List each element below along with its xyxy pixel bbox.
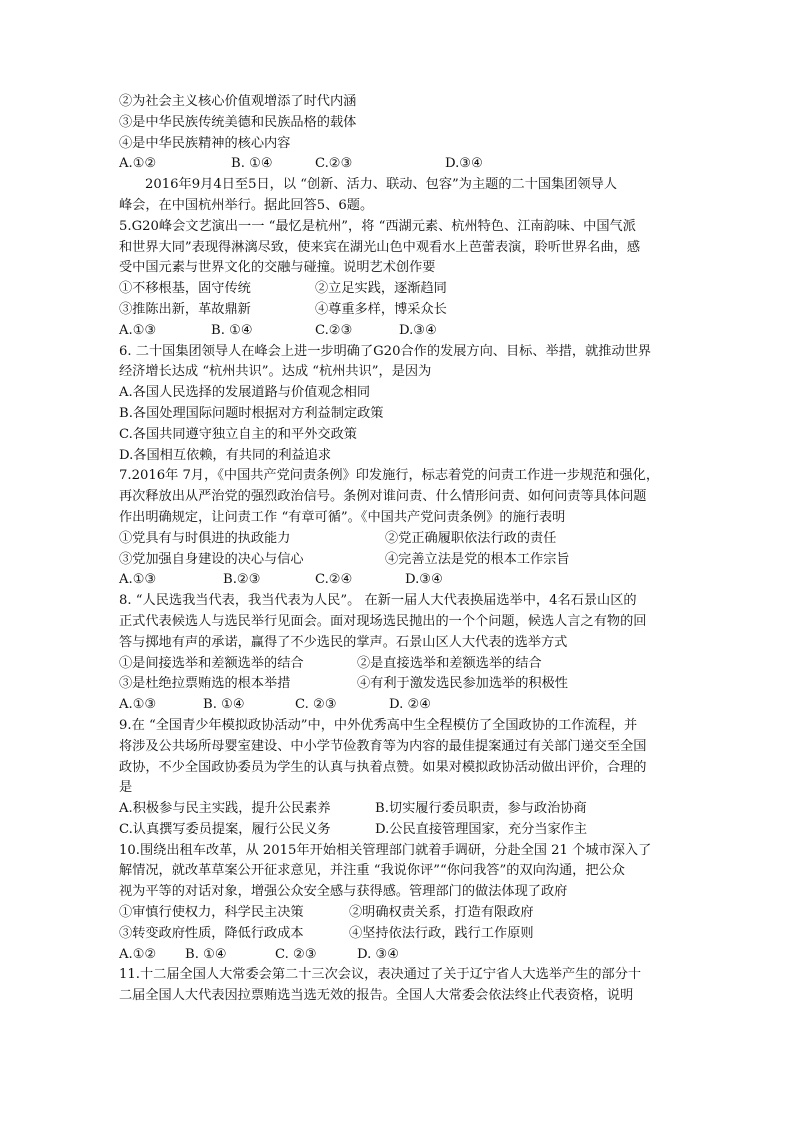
choice-b: B.各国处理国际问题时根据对方利益制定政策	[119, 405, 384, 421]
option-row: ①不移根基，固守传统 ②立足实践，逐渐趋同	[119, 281, 447, 297]
question-9-stem: 将涉及公共场所母婴室建设、中小学节俭教育等为内容的最佳提案通过有关部门递交至全国	[119, 738, 647, 754]
question-9-stem: 政协，不少全国政协委员为学生的认真与执着点赞。如果对模拟政协活动做出评价，合理的	[119, 759, 647, 775]
option-row: ③推陈出新，革故鼎新 ④尊重多样，博采众长	[119, 301, 447, 317]
question-5-stem: 受中国元素与世界文化的交融与碰撞。说明艺术创作要	[119, 260, 436, 276]
question-11-stem: 二届全国人大代表因拉票贿选当选无效的报告。全国人大常委会依法终止代表资格，说明	[119, 988, 634, 1004]
question-5-stem: 5.G20峰会文艺演出一一 “最忆是杭州”，将 “西湖元素、杭州特色、江南韵味、中国气派	[119, 218, 636, 234]
answer-row: A.①③ B. ①④ C.②③ D.③④	[119, 322, 437, 338]
passage-intro: 峰会，在中国杭州举行。据此回答5、6题。	[119, 197, 374, 213]
question-11-stem: 11.十二届全国人大常委会第二十三次会议，表决通过了关于辽宁省人大选举产生的部分十	[119, 967, 642, 983]
option-row: ①审慎行使权力，科学民主决策 ②明确权责关系，打造有限政府	[119, 905, 534, 921]
text-line: ③是中华民族传统美德和民族品格的载体	[119, 114, 357, 130]
text-line: ②为社会主义核心价值观增添了时代内涵	[119, 94, 357, 109]
question-10-stem: 视为平等的对话对象，增强公众安全感与获得感。管理部门的做法体现了政府	[119, 884, 568, 900]
text-line: ④是中华民族精神的核心内容	[119, 135, 291, 151]
question-7-stem: 7.2016年 7月，《中国共产党问责条例》印发施行，标志着党的问责工作进一步规范和强化，	[119, 468, 660, 484]
question-8-stem: 正式代表候选人与选民举行见面会。面对现场选民抛出的一个个问题，候选人言之有物的回	[119, 613, 647, 629]
answer-row: A.①② B. ①④ C. ②③ D. ③④	[119, 946, 400, 962]
option-row: ③是杜绝拉票贿选的根本举措 ④有利于激发选民参加选举的积极性	[119, 676, 568, 692]
question-8-stem: 8. “人民选我当代表，我当代表为人民”。 在新一届人大代表换届选举中，4名石景山区的	[119, 593, 637, 609]
question-7-stem: 再次释放出从严治党的强烈政治信号。条例对谁问责、什么情形问责、如何问责等具体问题	[119, 489, 647, 505]
question-9-stem: 9.在 “全国青少年模拟政协活动”中，中外优秀高中生全程模仿了全国政协的工作流程，并	[119, 717, 638, 733]
question-7-stem: 作出明确规定，让问责工作 “有章可循”。《中国共产党问责条例》的施行表明	[119, 509, 566, 525]
answer-row: A.①③ B.②③ C.②④ D.③④	[119, 572, 443, 588]
question-9-stem: 是	[119, 780, 133, 796]
choice-row: C.认真撰写委员提案，履行公民义务 D.公民直接管理国家，充分当家作主	[119, 821, 588, 837]
question-8-stem: 答与掷地有声的承诺，赢得了不少选民的掌声。石景山区人大代表的选举方式	[119, 634, 568, 650]
question-5-stem: 和世界大同”表现得淋漓尽致，使来宾在湖光山色中观看水上芭蕾表演，聆听世界名曲，感	[119, 239, 641, 255]
choice-c: C.各国共同遵守独立自主的和平外交政策	[119, 426, 357, 442]
question-6-stem: 经济增长达成 “杭州共识”。达成 “杭州共识”，是因为	[119, 364, 432, 380]
option-row: ①党具有与时俱进的执政能力 ②党正确履职依法行政的责任	[119, 530, 557, 546]
option-row: ③转变政府性质，降低行政成本 ④坚持依法行政，践行工作原则	[119, 925, 534, 941]
choice-a: A.各国人民选择的发展道路与价值观念相同	[119, 385, 371, 401]
question-10-stem: 10.围绕出租车改革，从 2015年开始相关管理部门就着手调研，分赴全国 21 个城市深入了	[119, 842, 652, 858]
answer-row: A.①③ B. ①④ C. ②③ D. ②④	[119, 697, 432, 713]
document-page	[119, 92, 684, 1007]
option-row: ③党加强自身建设的决心与信心 ④完善立法是党的根本工作宗旨	[119, 551, 570, 567]
choice-row: A.积极参与民主实践，提升公民素养 B.切实履行委员职责，参与政治协商	[119, 801, 587, 817]
passage-intro: 2016年9月4日至5日，以 “创新、活力、联动、包容”为主题的二十国集团领导人	[145, 177, 618, 193]
question-6-stem: 6. 二十国集团领导人在峰会上进一步明确了G20合作的发展方向、目标、举措，就推动世界	[119, 343, 652, 359]
answer-row: A.①② B. ①④ C.②③ D.③④	[119, 156, 483, 172]
choice-d: D.各国相互依赖，有共同的利益追求	[119, 447, 332, 463]
question-10-stem: 解情况，就改革草案公开征求意见，并注重 “我说你评”“你问我答”的双向沟通，把公众	[119, 863, 625, 879]
option-row: ①是间接选举和差额选举的结合 ②是直接选举和差额选举的结合	[119, 655, 542, 671]
